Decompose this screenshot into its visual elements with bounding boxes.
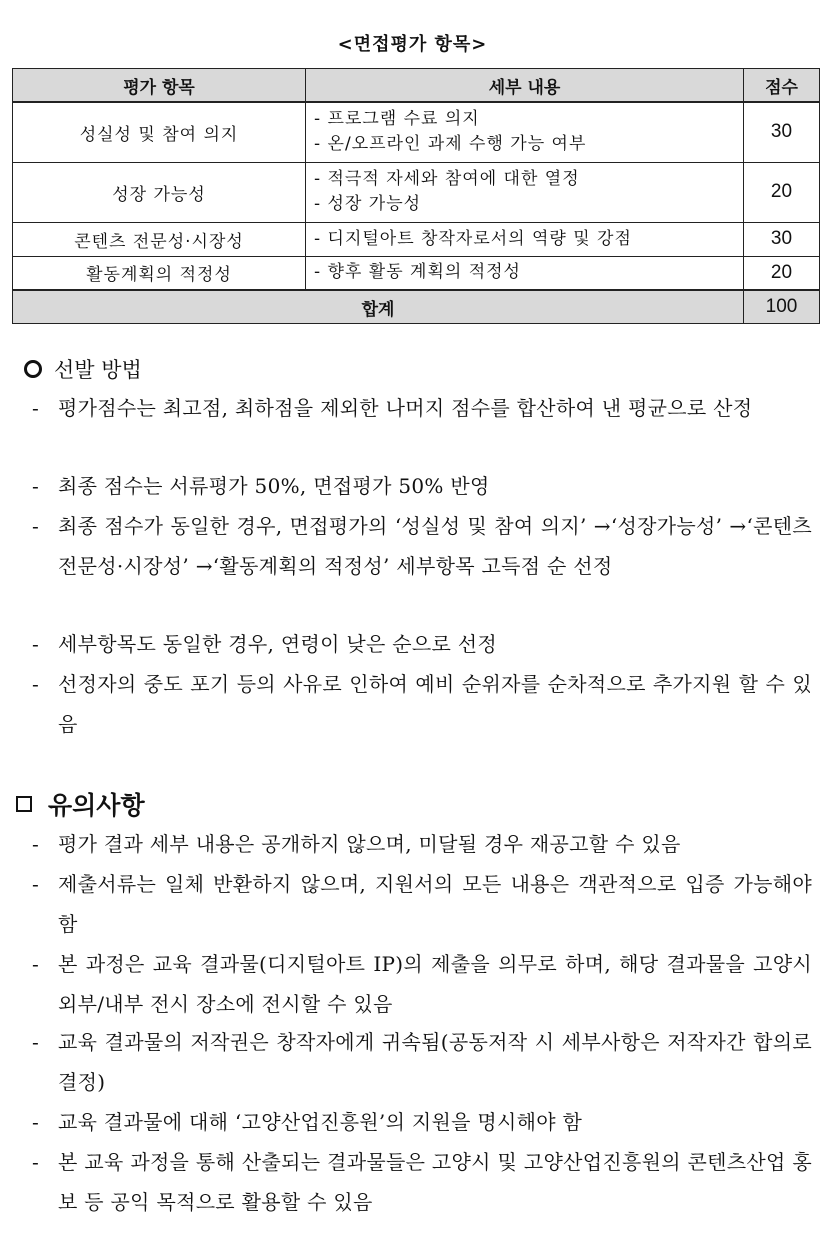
table-row <box>13 102 820 162</box>
selection-item-text: 선정자의 중도 포기 등의 사유로 인하여 예비 순위자를 순차적으로 추가지원 할 수 있음 <box>58 672 812 736</box>
row-score: 20 <box>744 256 820 290</box>
notes-item-text: 본 교육 과정을 통해 산출되는 결과물들은 고양시 및 고양산업진흥원의 콘텐츠산업 홍보 등 공익 목적으로 활용할 수 있음 <box>58 1150 812 1214</box>
detail-line: - 적극적 자세와 참여에 대한 열정 <box>314 169 580 189</box>
notes-item: - 교육 결과물에 대해 ‘고양산업진흥원’의 지원을 명시해야 함 <box>32 1102 812 1142</box>
header-details: 세부 내용 <box>306 69 744 103</box>
header-category: 평가 항목 <box>13 69 306 103</box>
notes-item-text: 제출서류는 일체 반환하지 않으며, 지원서의 모든 내용은 객관적으로 입증 가능해야 함 <box>58 872 812 936</box>
notes-item-text: 교육 결과물의 저작권은 창작자에게 귀속됨(공동저작 시 세부사항은 저작자간 합의로 결정) <box>58 1030 812 1094</box>
selection-item-text: 최종 점수는 서류평가 50%, 면접평가 50% 반영 <box>58 474 490 498</box>
selection-heading <box>20 354 142 384</box>
row-category: 성장 가능성 <box>13 162 306 222</box>
selection-item-text: 최종 점수가 동일한 경우, 면접평가의 ‘성실성 및 참여 의지’ →‘성장가능성’ →‘콘텐츠 전문성·시장성’ →‘활동계획의 적정성’ 세부항목 고득점 순 선정 <box>58 514 812 578</box>
notes-item: - 교육 결과물의 저작권은 창작자에게 귀속됨(공동저작 시 세부사항은 저작자간 합의로 결정) <box>32 1022 812 1102</box>
row-category: 활동계획의 적정성 <box>13 256 306 290</box>
row-score: 30 <box>744 102 820 162</box>
selection-item: - 최종 점수는 서류평가 50%, 면접평가 50% 반영 <box>32 466 812 506</box>
row-details <box>306 162 744 222</box>
table-header-row <box>13 69 820 103</box>
notes-item: - 본 교육 과정을 통해 산출되는 결과물들은 고양시 및 고양산업진흥원의 콘텐츠산업 홍보 등 공익 목적으로 활용할 수 있음 <box>32 1142 812 1222</box>
row-details <box>306 102 744 162</box>
selection-item: - 세부항목도 동일한 경우, 연령이 낮은 순으로 선정 <box>32 624 812 664</box>
row-details <box>306 256 744 290</box>
table-row <box>13 162 820 222</box>
detail-line: - 온/오프라인 과제 수행 가능 여부 <box>314 134 587 155</box>
selection-item: - 선정자의 중도 포기 등의 사유로 인하여 예비 순위자를 순차적으로 추가지원 할 수 있음 <box>32 664 812 744</box>
selection-item: - 최종 점수가 동일한 경우, 면접평가의 ‘성실성 및 참여 의지’ →‘성장가능성’ →‘콘텐츠 전문성·시장성’ →‘활동계획의 적정성’ 세부항목 고득점 순 선정 <box>32 506 812 586</box>
notes-item-text: 교육 결과물에 대해 ‘고양산업진흥원’의 지원을 명시해야 함 <box>58 1110 583 1134</box>
notes-item-text: 평가 결과 세부 내용은 공개하지 않으며, 미달될 경우 재공고할 수 있음 <box>58 832 681 856</box>
circle-bullet-icon <box>24 360 42 378</box>
selection-heading-text: 선발 방법 <box>54 358 142 382</box>
detail-line: - 프로그램 수료 의지 <box>314 109 480 130</box>
row-score: 30 <box>744 222 820 256</box>
notes-item: - 본 과정은 교육 결과물(디지털아트 IP)의 제출을 의무로 하며, 해당 결과물을 고양시 외부/내부 전시 장소에 전시할 수 있음 <box>32 944 812 1024</box>
header-score: 점수 <box>744 69 820 103</box>
row-category: 성실성 및 참여 의지 <box>13 102 306 162</box>
total-label: 합계 <box>13 290 744 324</box>
notes-item: - 평가 결과 세부 내용은 공개하지 않으며, 미달될 경우 재공고할 수 있음 <box>32 824 812 864</box>
square-bullet-icon <box>16 796 32 812</box>
table-row <box>13 222 820 256</box>
detail-line: - 성장 가능성 <box>314 194 422 214</box>
table-row <box>13 256 820 290</box>
notes-item-text: 본 과정은 교육 결과물(디지털아트 IP)의 제출을 의무로 하며, 해당 결과물을 고양시 외부/내부 전시 장소에 전시할 수 있음 <box>58 952 812 1016</box>
row-score: 20 <box>744 162 820 222</box>
detail-line: - 디지털아트 창작자로서의 역량 및 강점 <box>314 228 632 249</box>
table-title: <면접평가 항목> <box>337 34 488 55</box>
selection-item: - 평가점수는 최고점, 최하점을 제외한 나머지 점수를 합산하여 낸 평균으로 산정 <box>32 388 812 428</box>
selection-item-text: 평가점수는 최고점, 최하점을 제외한 나머지 점수를 합산하여 낸 평균으로 산정 <box>58 396 753 420</box>
notes-heading <box>14 786 145 822</box>
selection-item-text: 세부항목도 동일한 경우, 연령이 낮은 순으로 선정 <box>58 632 498 656</box>
notes-heading-text: 유의사항 <box>48 791 145 820</box>
evaluation-table <box>12 68 820 324</box>
row-category: 콘텐츠 전문성·시장성 <box>13 222 306 256</box>
detail-line: - 향후 활동 계획의 적정성 <box>314 262 521 283</box>
table-total-row <box>13 290 820 324</box>
total-score: 100 <box>744 290 820 324</box>
notes-item: - 제출서류는 일체 반환하지 않으며, 지원서의 모든 내용은 객관적으로 입증 가능해야 함 <box>32 864 812 944</box>
row-details <box>306 222 744 256</box>
